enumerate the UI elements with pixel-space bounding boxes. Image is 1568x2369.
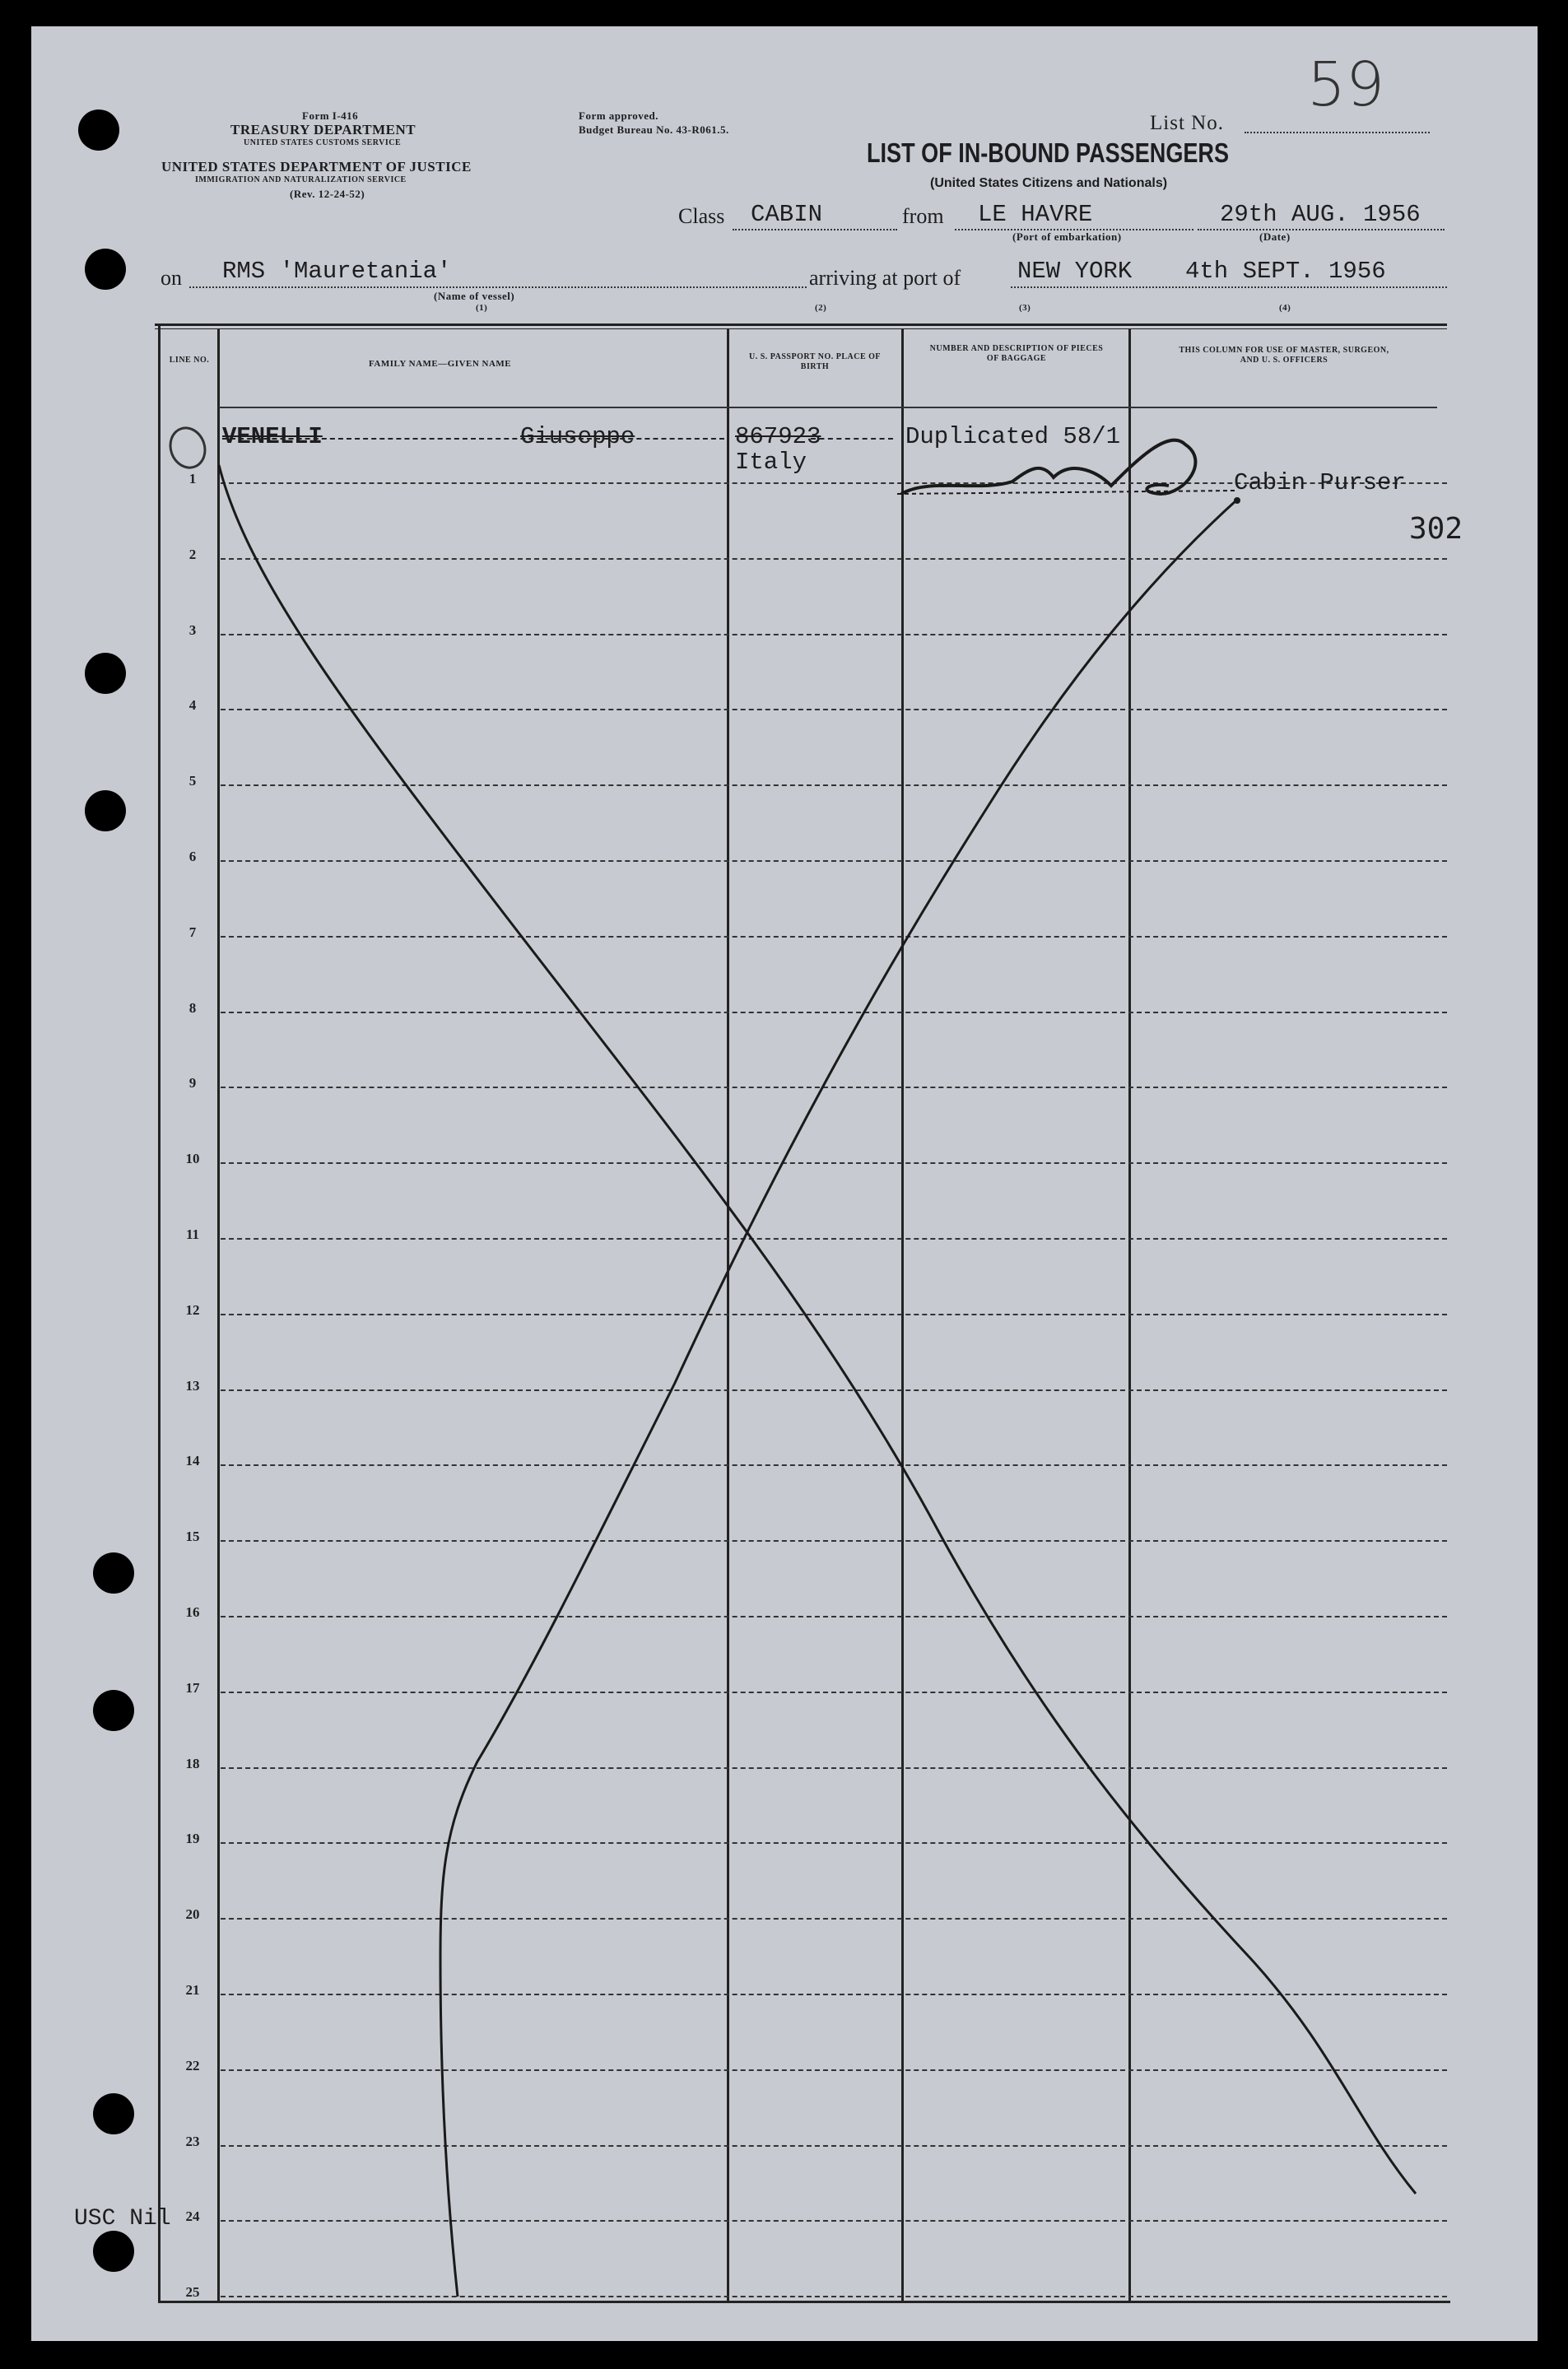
row-number: 20 (185, 1906, 200, 1922)
given-name: Giuseppe (520, 423, 635, 450)
col-divider-passport (901, 329, 904, 2303)
vessel-name: RMS 'Mauretania' (222, 258, 452, 285)
arriving-label: arriving at port of (809, 266, 961, 290)
col-num-2: (2) (815, 303, 827, 313)
row-rule (221, 1767, 1447, 1769)
form-subtitle: (United States Citizens and Nationals) (930, 176, 1168, 190)
handwritten-page-number: 59 (1307, 49, 1385, 120)
class-line (733, 229, 897, 230)
table-top-border (155, 323, 1447, 326)
row-rule (221, 1012, 1447, 1013)
row-number: 2 (188, 547, 197, 562)
date-caption: (Date) (1259, 230, 1291, 243)
officer-note: Cabin Purser (1234, 469, 1406, 496)
row-rule (221, 1389, 1447, 1391)
header-baggage: NUMBER AND DESCRIPTION OF PIECES OF BAGGAGE (929, 344, 1104, 363)
row-rule (221, 1842, 1447, 1844)
row-rule (221, 2069, 1447, 2071)
vessel-caption: (Name of vessel) (434, 290, 515, 302)
arrival-date: 4th SEPT. 1956 (1185, 258, 1386, 285)
vessel-line (189, 286, 807, 288)
vessel-caption-num: (1) (476, 303, 488, 313)
family-name: VENELLI (222, 423, 323, 450)
row-number: 25 (185, 2284, 200, 2300)
row-rule (221, 860, 1447, 862)
row-number: 14 (185, 1453, 200, 1468)
justice-dept: UNITED STATES DEPARTMENT OF JUSTICE (161, 159, 472, 175)
row-number: 8 (188, 1000, 197, 1016)
row-number: 1 (188, 471, 197, 486)
passport-number: 867923 (735, 423, 821, 450)
col-divider-name (727, 329, 729, 2303)
punch-hole (93, 2231, 134, 2272)
embark-port: LE HAVRE (978, 201, 1093, 228)
row-number: 22 (185, 2058, 200, 2073)
table-bottom-border (158, 2301, 1450, 2303)
row-number: 18 (185, 1756, 200, 1771)
row-rule (221, 1692, 1447, 1693)
punch-hole (85, 653, 126, 694)
row-number: 12 (185, 1302, 200, 1318)
class-value: CABIN (751, 201, 823, 228)
from-label: from (902, 204, 944, 228)
arrival-line (1011, 286, 1447, 288)
row-number: 17 (185, 1680, 200, 1696)
table-top-border-2 (155, 328, 1447, 329)
row-number: 10 (185, 1151, 200, 1166)
departure-date: 29th AUG. 1956 (1220, 201, 1421, 228)
row-rule (221, 1314, 1447, 1315)
list-no-line (1245, 132, 1430, 133)
class-label: Class (678, 204, 725, 228)
row-rule (221, 558, 1447, 560)
row-rule (221, 2296, 1447, 2297)
side-number: 302 (1409, 512, 1463, 546)
row-rule (221, 784, 1447, 786)
header-line-no: LINE NO. (169, 356, 210, 365)
ins-service: IMMIGRATION AND NATURALIZATION SERVICE (195, 175, 407, 184)
row-number: 13 (185, 1378, 200, 1394)
row-number: 5 (188, 773, 197, 789)
customs-service: UNITED STATES CUSTOMS SERVICE (244, 138, 402, 147)
arrival-port: NEW YORK (1017, 258, 1133, 285)
birthplace: Italy (735, 449, 807, 476)
date-line (1198, 229, 1445, 230)
punch-hole (85, 249, 126, 290)
col-num-4: (4) (1279, 303, 1291, 313)
entry-name-strike (222, 438, 724, 440)
header-name: FAMILY NAME—GIVEN NAME (369, 359, 512, 369)
col-divider-line (217, 329, 220, 2303)
punch-hole (93, 1690, 134, 1731)
col-num-3: (3) (1019, 303, 1031, 313)
row-number: 9 (188, 1075, 197, 1091)
row-rule (221, 936, 1447, 938)
row-number: 15 (185, 1529, 200, 1544)
header-officers: THIS COLUMN FOR USE OF MASTER, SURGEON, AND U. S. OFFICERS (1179, 346, 1389, 365)
row-rule (221, 1464, 1447, 1466)
budget-bureau: Budget Bureau No. 43-R061.5. (579, 123, 729, 136)
row-rule (221, 2145, 1447, 2147)
punch-hole (78, 109, 119, 151)
on-label: on (161, 266, 182, 290)
list-no-label: List No. (1150, 112, 1224, 134)
baggage-note: Duplicated 58/1 (905, 423, 1121, 450)
form-title: LIST OF IN-BOUND PASSENGERS (867, 137, 1230, 168)
row-number: 16 (185, 1604, 200, 1620)
row-number: 4 (188, 697, 197, 713)
entry-passport-strike (811, 438, 893, 440)
row-number: 19 (185, 1831, 200, 1846)
row-rule (221, 709, 1447, 710)
header-passport: U. S. PASSPORT NO. PLACE OF BIRTH (748, 352, 882, 371)
row-rule (221, 1994, 1447, 1995)
row-rule (221, 1238, 1447, 1240)
row-number: 6 (188, 849, 197, 864)
row-number: 24 (185, 2208, 200, 2224)
row-number: 11 (185, 1226, 200, 1242)
header-underline (219, 407, 1437, 408)
punch-hole (93, 1552, 134, 1594)
table-left-border (158, 325, 161, 2303)
row-rule (221, 1918, 1447, 1920)
revision: (Rev. 12-24-52) (290, 188, 365, 200)
row-rule (221, 634, 1447, 635)
punch-hole (93, 2093, 134, 2134)
row-rule (221, 1162, 1447, 1164)
row-number: 7 (188, 924, 197, 940)
col-divider-baggage (1128, 329, 1131, 2303)
row-number: 3 (188, 622, 197, 638)
row-rule (221, 1087, 1447, 1088)
form-approved: Form approved. (579, 109, 659, 122)
treasury-dept: TREASURY DEPARTMENT (230, 122, 416, 137)
row-rule (221, 2220, 1447, 2222)
port-caption: (Port of embarkation) (1012, 230, 1122, 243)
row-number: 23 (185, 2134, 200, 2149)
punch-hole (85, 790, 126, 831)
footer-note: USC Nil (74, 2206, 171, 2232)
row-rule (221, 1540, 1447, 1542)
row-number: 21 (185, 1982, 200, 1998)
row-rule (221, 1616, 1447, 1617)
form-number: Form I-416 (302, 109, 359, 122)
